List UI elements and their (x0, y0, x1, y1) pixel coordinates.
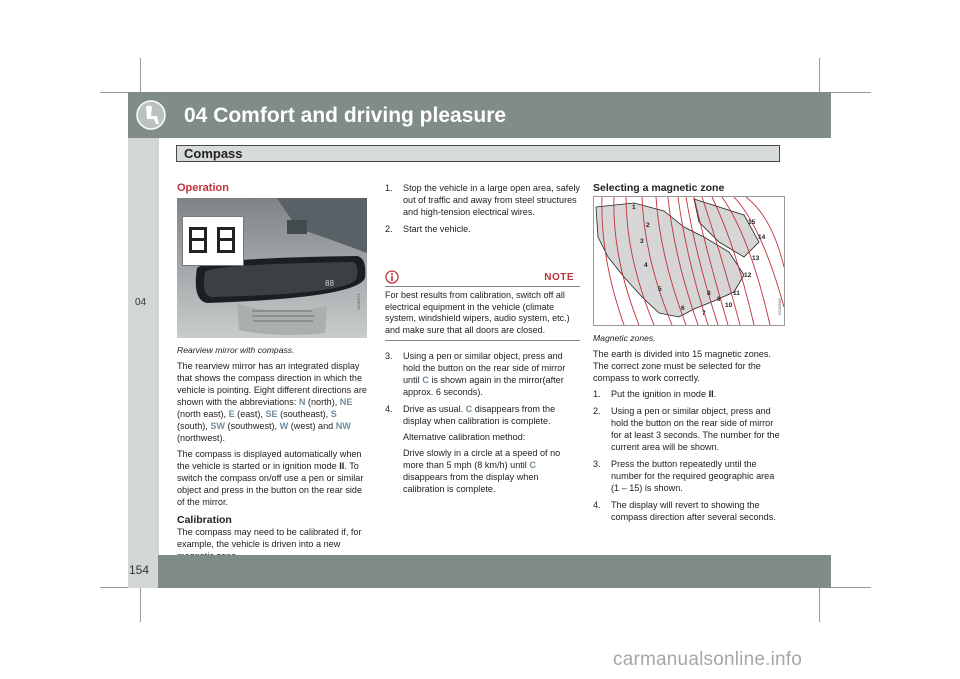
crop-mark (831, 587, 871, 588)
zone-label: 3 (640, 238, 644, 245)
chapter-title: 04 Comfort and driving pleasure (184, 104, 507, 127)
zone-label: 15 (748, 219, 756, 226)
zone-label: 4 (644, 262, 648, 269)
list-item: 3. Using a pen or similar object, press and hold the button on the rear side of mirror until C is shown again in the mirror(after approx. 6 seconds). (385, 351, 566, 397)
zone-label: 13 (752, 255, 760, 262)
compass-activation: The compass is displayed automatically when the vehicle is started or in ignition mode II. To switch the compass on/off use a pen or similar object and press in the button on the rear side of the mirror. (177, 449, 364, 507)
compass-display-inset (182, 216, 244, 266)
zone-label: 1 (632, 204, 636, 211)
list-item: 1. Put the ignition in mode II. (593, 389, 717, 399)
zone-label: 12 (744, 272, 752, 279)
section-bar (176, 145, 780, 162)
zone-label: 6 (681, 305, 685, 312)
zone-label: 10 (725, 302, 733, 309)
list-item: 2. Using a pen or similar object, press and hold the button on the rear side of mirror for at least 3 seconds. The number for the current area will be shown. (593, 406, 780, 452)
zone-map-illustration (594, 197, 784, 325)
note-box (385, 268, 580, 341)
zone-label: 11 (733, 290, 740, 297)
zone-steps (593, 388, 783, 523)
mirror-figure (177, 198, 367, 338)
note-header (385, 268, 580, 287)
calibration-steps-1 (385, 182, 581, 235)
zone-label: 5 (658, 286, 662, 293)
calibration-heading: Calibration (177, 514, 232, 526)
zone-label: 9 (717, 296, 721, 303)
list-item: 2. Start the vehicle. (385, 224, 471, 234)
zone-label: 14 (758, 234, 766, 241)
seat-icon (128, 92, 174, 138)
operation-heading: Operation (177, 182, 229, 194)
zone-label: 7 (702, 310, 706, 317)
list-item: 4. Drive as usual. C disappears from the display when calibration is complete. Alternative calibration method: Drive slowly in a circle at a speed of no more than 5 mph (8 km/h) until C disappears from the display when calibration is complete. (385, 403, 581, 495)
section-title: Compass (184, 146, 243, 161)
page-number: 154 (129, 563, 150, 577)
crop-mark (140, 58, 141, 92)
map-caption: Magnetic zones. (593, 333, 656, 343)
calibration-steps-2 (385, 350, 581, 495)
column-magnetic-zone (593, 182, 783, 528)
calibration-text: The compass may need to be calibrated if, for example, the vehicle is driven into a new (177, 527, 362, 549)
note-label: NOTE (544, 271, 574, 283)
list-item: 3. Press the button repeatedly until the number for the required geographic area (1 – 15) is shown. (593, 459, 775, 493)
side-tab (128, 138, 159, 555)
alt-method-text: Drive slowly in a circle at a speed of no more than 5 mph (8 km/h) until C disappears from the display when calibration is complete. (403, 448, 561, 494)
list-item: 1. Stop the vehicle in a large open area, safely out of traffic and away from steel structures and high-tension electrical wires. (385, 183, 580, 217)
note-text: For best results from calibration, switch off all electrical equipment in the vehicle (climate system, windshield wipers, audio system, etc.) and make sure that all doors are closed. (385, 287, 580, 341)
column-calibration-steps-2 (385, 350, 581, 500)
column-operation (177, 182, 367, 566)
crop-mark (819, 58, 820, 92)
svg-text:88: 88 (325, 279, 334, 288)
list-item: 4. The display will revert to showing the compass direction after several seconds. (593, 500, 776, 522)
info-icon (385, 270, 399, 284)
magnetic-zone-map (593, 196, 785, 326)
footer-band (158, 555, 831, 588)
zone-intro: The earth is divided into 15 magnetic zones. The correct zone must be selected for the compass to work correctly. (593, 349, 771, 383)
watermark: carmanualsonline.info (613, 649, 803, 670)
side-tab-number: 04 (135, 297, 147, 308)
figure-code: G031671 (356, 293, 361, 310)
crop-mark (819, 588, 820, 622)
crop-mark (831, 92, 871, 93)
magnetic-zone-heading: Selecting a magnetic zone (593, 182, 725, 194)
zone-label: 2 (646, 222, 650, 229)
alt-method-label: Alternative calibration method: (403, 432, 526, 442)
compass-description: The rearview mirror has an integrated display that shows the compass direction in which the vehicle is pointing. Eight different directions are shown with the abbreviations: N (north), NE (north east), E (east), SE (southeast), S (south), SW (southwest), W (west) and NW (northwest). (177, 361, 367, 443)
column-calibration-steps (385, 182, 581, 240)
crop-mark (140, 588, 141, 622)
zone-label: 8 (707, 290, 711, 297)
map-code: G030580 (777, 298, 782, 315)
figure-caption: Rearview mirror with compass. (177, 345, 295, 355)
